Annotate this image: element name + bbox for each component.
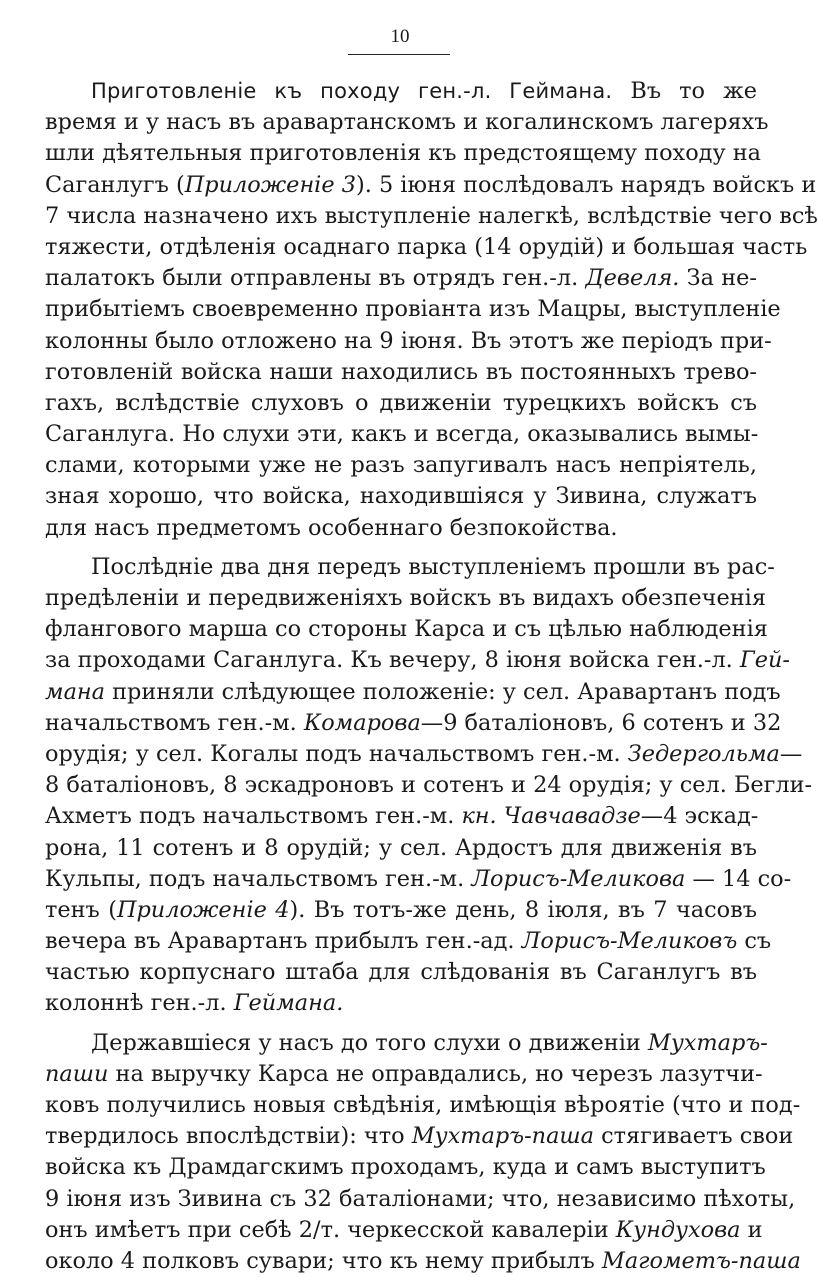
- text-line: [45, 988, 757, 1019]
- text-run: —9 баталіоновъ, 6 сотенъ и 32: [420, 709, 782, 736]
- text-run: ). Въ тотъ-же день, 8 іюля, въ 7 часовъ: [289, 896, 757, 923]
- page-number: 10: [390, 26, 410, 47]
- text-run: съ: [737, 928, 772, 955]
- text-run: вечера въ Аравартанъ прибылъ ген.-ад.: [45, 928, 522, 955]
- italic-text: Зедергольма: [627, 740, 780, 767]
- text-run: —4 эскад-: [640, 803, 759, 830]
- text-run: стягиваетъ свои: [593, 1123, 794, 1150]
- italic-text: Лорисъ-Меликовъ: [521, 928, 738, 955]
- text-run: онъ имѣетъ при себѣ 2/т. черкесской кавалеріи: [45, 1216, 616, 1243]
- text-run: флангового марша со стороны Карса и съ цѣлью наблюденія: [45, 616, 768, 643]
- text-line: [45, 263, 757, 294]
- text-run: ). 5 іюня послѣдовалъ нарядъ войскъ и: [355, 171, 817, 198]
- text-run: для насъ предметомъ особеннаго безпокойства.: [45, 514, 618, 541]
- text-run: 9 іюня изъ Зивина съ 32 баталіонами; что, независимо пѣхоты,: [45, 1185, 796, 1212]
- text-line: [45, 1152, 766, 1183]
- italic-text: паши: [45, 1060, 109, 1087]
- text-run: 8 баталіоновъ, 8 эскадроновъ и сотенъ и 24 орудія; у сел. Бегли-: [45, 772, 813, 799]
- text-run: гахъ, вслѣдствіе слуховъ о движеніи турецкихъ войскъ съ: [45, 389, 757, 416]
- italic-text: Магометъ-паша: [601, 1247, 801, 1274]
- text-run: Саганлуга. Но слухи эти, какъ и всегда, оказывались вымы-: [45, 421, 759, 448]
- paragraph: [45, 1028, 801, 1277]
- paragraph-gap: [45, 544, 757, 552]
- italic-text: Девеля.: [585, 265, 680, 292]
- text-line: [45, 388, 757, 419]
- text-line: [45, 357, 757, 388]
- text-run: предѣленіи и передвиженіяхъ войскъ въ видахъ обезпеченія: [45, 585, 766, 611]
- text-line: [45, 1090, 801, 1121]
- text-run: тяжести, отдѣленія осаднаго парка (14 орудій) и большая часть: [45, 233, 808, 260]
- header-rule: [348, 54, 450, 55]
- text-line: [45, 801, 757, 832]
- text-run: палатокъ были отправлены въ отрядъ ген.-л.: [45, 265, 586, 292]
- text-run: приняли слѣдующее положеніе: у сел. Аравартанъ подъ: [105, 678, 781, 705]
- text-line: [45, 294, 781, 325]
- italic-text: мана: [45, 678, 106, 705]
- italic-text: Кундухова: [615, 1216, 741, 1243]
- text-line: [45, 770, 813, 801]
- text-line: [45, 1184, 796, 1215]
- text-line: [45, 138, 762, 169]
- text-line: [45, 645, 790, 676]
- text-run: слами, которыми уже не разъ запугивалъ насъ непріятель,: [45, 452, 757, 479]
- text-line: [45, 552, 775, 583]
- paragraph-gap: [45, 1020, 757, 1028]
- text-line: [45, 170, 817, 201]
- text-line: [45, 1215, 763, 1246]
- italic-text: Приложеніе 4: [116, 896, 290, 923]
- text-run: Въ то же: [612, 78, 757, 104]
- paragraph: [45, 76, 818, 544]
- text-run: Ахметъ подъ начальствомъ ген.-м.: [45, 803, 462, 830]
- text-line: [45, 76, 757, 107]
- text-run: За не-: [679, 265, 757, 292]
- text-line: [45, 583, 766, 614]
- text-line: [45, 1059, 763, 1090]
- text-run: Саганлугъ (: [45, 171, 185, 198]
- text-run: зная хорошо, что войска, находившіяся у Зивина, служатъ: [45, 483, 757, 510]
- text-run: орудія; у сел. Когалы подъ начальствомъ ген.-м.: [45, 740, 628, 767]
- text-line: [45, 926, 772, 957]
- text-line: [45, 419, 757, 450]
- text-run: и: [740, 1216, 763, 1243]
- text-line: [45, 614, 768, 645]
- text-run: Кульпы, подъ начальствомъ ген.-м.: [45, 865, 472, 892]
- text-run: тенъ (: [45, 896, 117, 923]
- text-line: [45, 450, 757, 481]
- text-run: шли дѣятельныя приготовленія къ предстоящему походу на: [45, 140, 762, 167]
- text-run: ковъ получились новыя свѣдѣнія, имѣющія вѣроятіе (что и под-: [45, 1092, 801, 1118]
- text-line: [45, 957, 757, 988]
- italic-text: кн. Чавчавадзе: [461, 803, 641, 830]
- text-run: —: [779, 740, 803, 767]
- text-run: — 14 со-: [685, 865, 792, 892]
- text-line: [45, 1246, 801, 1277]
- text-run: колоннѣ ген.-л.: [45, 990, 234, 1017]
- text-run: время и у насъ въ аравартанскомъ и когалинскомъ лагеряхъ: [45, 109, 769, 136]
- text-line: [45, 1121, 794, 1152]
- text-run: за проходами Саганлуга. Къ вечеру, 8 іюня войска ген.-л.: [45, 647, 740, 674]
- italic-text: Геймана.: [233, 990, 344, 1017]
- italic-text: Гей-: [739, 647, 790, 674]
- text-run: колонны было отложено на 9 іюня. Въ этотъ же періодъ при-: [45, 327, 772, 354]
- text-run: около 4 полковъ сувари; что къ нему прибылъ: [45, 1247, 602, 1274]
- text-run: твердилось впослѣдствіи): что: [45, 1123, 412, 1150]
- text-run: рона, 11 сотенъ и 8 орудій; у сел. Ардостъ для движенія въ: [45, 834, 757, 861]
- italic-text: Мухтаръ-: [647, 1029, 768, 1056]
- text-line: [45, 232, 808, 263]
- text-run: частью корпуснаго штаба для слѣдованія въ Саганлугъ въ: [45, 959, 757, 986]
- text-line: [45, 895, 757, 926]
- text-line: [45, 326, 772, 357]
- italic-text: Приложеніе 3: [184, 171, 356, 198]
- text-run: войска къ Драмдагскимъ проходамъ, куда и самъ выступитъ: [45, 1154, 766, 1181]
- body-text: [45, 76, 818, 1277]
- text-run: прибытіемъ своевременно провіанта изъ Мацры, выступленіе: [45, 296, 781, 323]
- text-line: [45, 481, 757, 512]
- text-run: Державшіеся у насъ до того слухи о движеніи: [91, 1029, 648, 1056]
- text-line: [45, 513, 757, 544]
- text-line: [45, 708, 782, 739]
- text-line: [45, 107, 769, 138]
- italic-text: Лорисъ-Меликова: [471, 865, 686, 892]
- italic-text: Мухтаръ-паша: [411, 1123, 594, 1150]
- text-run: Послѣдніе два дня передъ выступленіемъ прошли въ рас-: [91, 553, 775, 580]
- italic-text: Комарова: [303, 709, 421, 736]
- text-line: [45, 739, 803, 770]
- text-run: начальствомъ ген.-м.: [45, 709, 304, 736]
- text-line: [45, 864, 792, 895]
- paragraph: [45, 552, 813, 1020]
- text-run: 7 числа назначено ихъ выступленіе налегкѣ, вслѣдствіе чего всѣ: [45, 202, 818, 229]
- text-run: на выручку Карса не оправдались, но черезъ лазутчи-: [108, 1060, 763, 1087]
- text-line: [45, 201, 818, 232]
- text-run: готовленій войска наши находились въ постоянныхъ трево-: [45, 358, 757, 385]
- text-line: [45, 833, 757, 864]
- section-heading: Приготовленіе къ походу ген.-л. Геймана.: [91, 79, 613, 103]
- text-line: [45, 1028, 768, 1059]
- text-line: [45, 677, 781, 708]
